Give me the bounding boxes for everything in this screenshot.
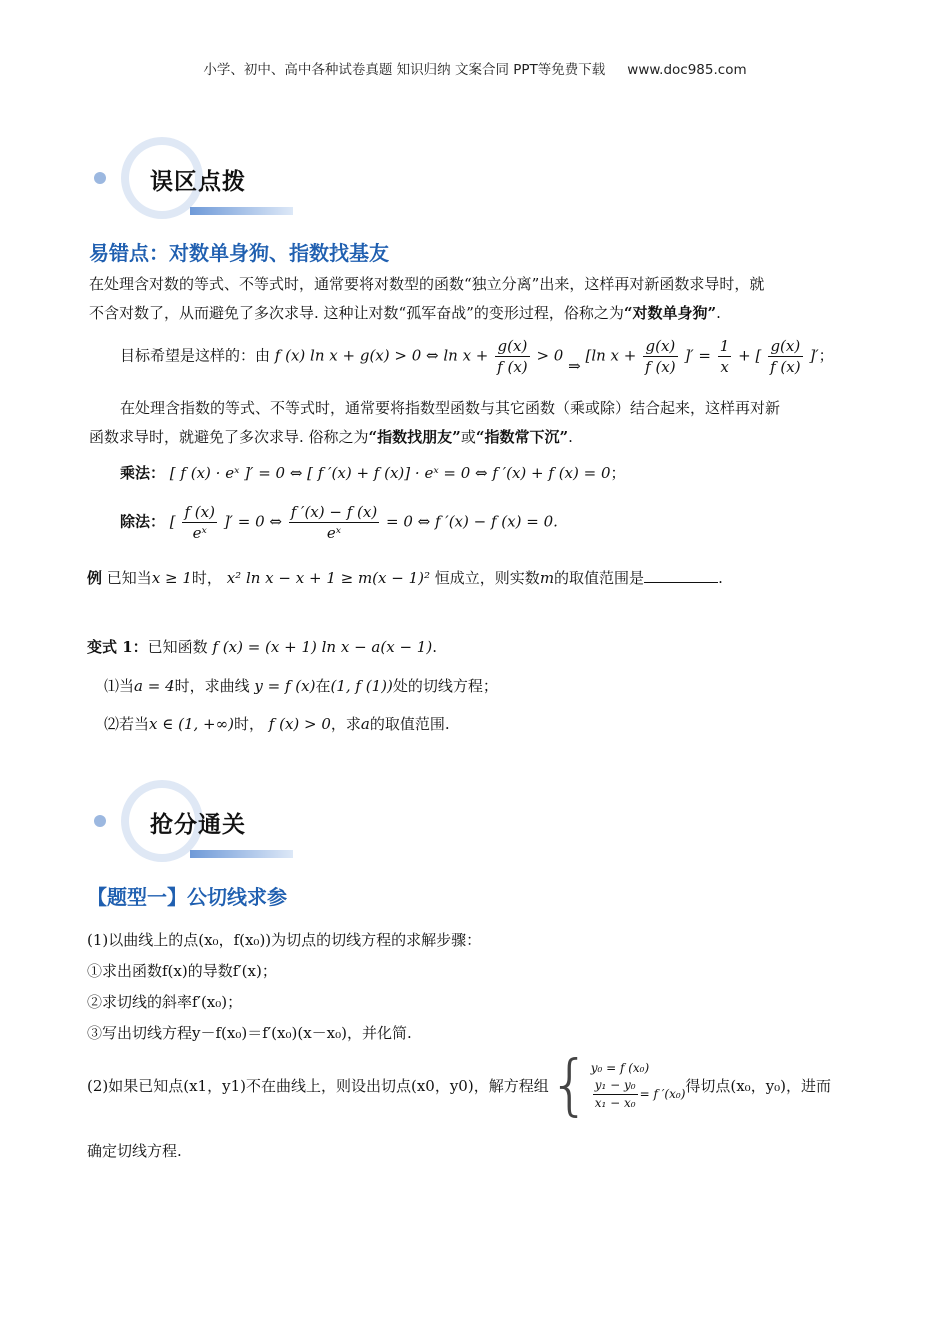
tangent-steps [87, 925, 865, 1049]
log-line-1: 在处理含对数的等式、不等式时，通常要将对数型的函数“独立分离”出来，这样再对新函数求导时，就 [89, 275, 765, 293]
divide-fraction-2: $\frac{f '(x) - f (x)}{\text{eˣ}}$ [290, 503, 378, 542]
log-line-2 [89, 299, 867, 328]
log-end: . [716, 304, 721, 322]
type-one-title: 【题型一】公切线求参 [87, 885, 287, 909]
exp-line-1: 在处理含指数的等式、不等式时，通常要将指数型函数与其它函数（乘或除）结合起来，这样再对新 [120, 399, 781, 417]
answer-blank[interactable] [644, 568, 718, 583]
banner-title: 抢分通关 [150, 812, 246, 838]
example-label: 例 [87, 569, 103, 587]
goal-formula-row: 目标希望是这样的：由 f (x) ln x + g(x) > 0 ⇔ ln x + $\frac{g(x)}{f (x)}$ > 0 ⇒ [ln x + $\frac{g(x)}{f (x)}$ ]′ = $\frac{1}{x}$ + [ $\frac{g(x)}{f (x)}$ ]′； [120, 337, 834, 376]
banner-title: 误区点拨 [150, 169, 246, 195]
section-banner-1 [90, 135, 295, 221]
divide-label: 除法： [120, 512, 166, 531]
header-text: 小学、初中、高中各种试卷真题 知识归纳 文案合同 PPT等免费下载 [203, 62, 606, 78]
variant-problem: 变式 1：已知函数 f (x) = (x + 1) ln x − a(x − 1). [87, 638, 437, 656]
log-highlight: “对数单身狗” [623, 304, 717, 322]
section-banner-2 [90, 778, 295, 864]
goal-end: ]′ [809, 346, 819, 365]
goal-expression: f (x) ln x + g(x) > 0 ⇔ ln x + [274, 346, 489, 365]
goal-ln: [ln x + [585, 346, 637, 365]
divide-fraction-1: $\frac{f (x)}{\text{eˣ}}$ [184, 503, 215, 542]
point-off-curve: (2)如果已知点(x1，y1)不在曲线上，则设出切点(x0，y0)，解方程组 { y₀ = f (x₀) $\frac{\text{y₁ − y₀}}{\text{x₁ − x₀}}$ = f ′(x₀) 得切点(x₀，y₀)，进而 [87, 1046, 832, 1123]
equation-system: y₀ = f (x₀) $\frac{\text{y₁ − y₀}}{\text{x₁ − x₀}}$ = f ′(x₀) [590, 1060, 686, 1110]
divide-rule: 除法： [ $\frac{f (x)}{\text{eˣ}}$ ]′ = 0 ⇔ $\frac{f '(x) - f (x)}{\text{eˣ}}$ = 0 ⇔ f ′(x) − f (x) = 0. [120, 503, 558, 542]
exp-highlight-2: “指数常下沉” [475, 428, 569, 446]
goal-fraction-2: $\frac{g(x)}{f (x)}$ [645, 337, 676, 376]
goal-gt0: > 0 [536, 346, 564, 365]
goal-fraction-3: $\frac{1}{x}$ [719, 337, 730, 376]
log-text: 不含对数了，从而避免了多次求导. 这种让对数“孤军奋战”的变形过程，俗称之为 [89, 304, 624, 322]
exp-highlight-1: “指数找朋友” [368, 428, 461, 446]
goal-arrow: ⇒ [568, 356, 581, 375]
log-paragraph [89, 270, 867, 328]
step-1: ①求出函数f(x)的导数f′(x)； [87, 962, 277, 980]
goal-fraction-1: $\frac{g(x)}{f (x)}$ [497, 337, 528, 376]
example-problem: 例 已知当x ≥ 1时， x² ln x − x + 1 ≥ m(x − 1)² 恒成立，则实数m的取值范围是 . [87, 569, 723, 587]
page-header [0, 58, 950, 78]
variant-question-1: ⑴当a = 4时，求曲线 y = f (x)在(1, f (1))处的切线方程； [104, 677, 498, 695]
exp-line-2: 函数求导时，就避免了多次求导. 俗称之为“指数找朋友”或“指数常下沉”. [89, 428, 573, 446]
error-point-title: 易错点：对数单身狗、指数找基友 [89, 241, 389, 265]
multiply-rule: 乘法： [ f (x) · eˣ ]′ = 0 ⇔ [ f ′(x) + f (x)] · eˣ = 0 ⇔ f ′(x) + f (x) = 0； [120, 464, 626, 482]
step-intro: (1)以曲线上的点(x₀，f(x₀))为切点的切线方程的求解步骤： [87, 931, 482, 949]
multiply-label: 乘法： [120, 464, 166, 482]
step-3: ③写出切线方程y－f(x₀)＝f′(x₀)(x－x₀)，并化简. [87, 1024, 412, 1042]
variant-label: 变式 1： [87, 638, 148, 656]
variant-question-2: ⑵若当x ∈ (1, +∞)时， f (x) > 0，求a的取值范围. [104, 715, 450, 733]
goal-label: 目标希望是这样的：由 [120, 346, 271, 365]
goal-fraction-4: $\frac{g(x)}{f (x)}$ [770, 337, 801, 376]
step-2: ②求切线的斜率f′(x₀)； [87, 993, 243, 1011]
multiply-formula: [ f (x) · eˣ ]′ = 0 ⇔ [ f ′(x) + f (x)] · eˣ = 0 ⇔ f ′(x) + f (x) = 0 [169, 464, 611, 482]
goal-plus: + [ [738, 346, 762, 365]
goal-bracket: ]′ = [684, 346, 711, 365]
system-brace: { [548, 1046, 591, 1123]
header-url[interactable]: www.doc985.com [627, 62, 747, 78]
final-line: 确定切线方程. [87, 1142, 182, 1160]
exp-paragraph [89, 394, 867, 452]
